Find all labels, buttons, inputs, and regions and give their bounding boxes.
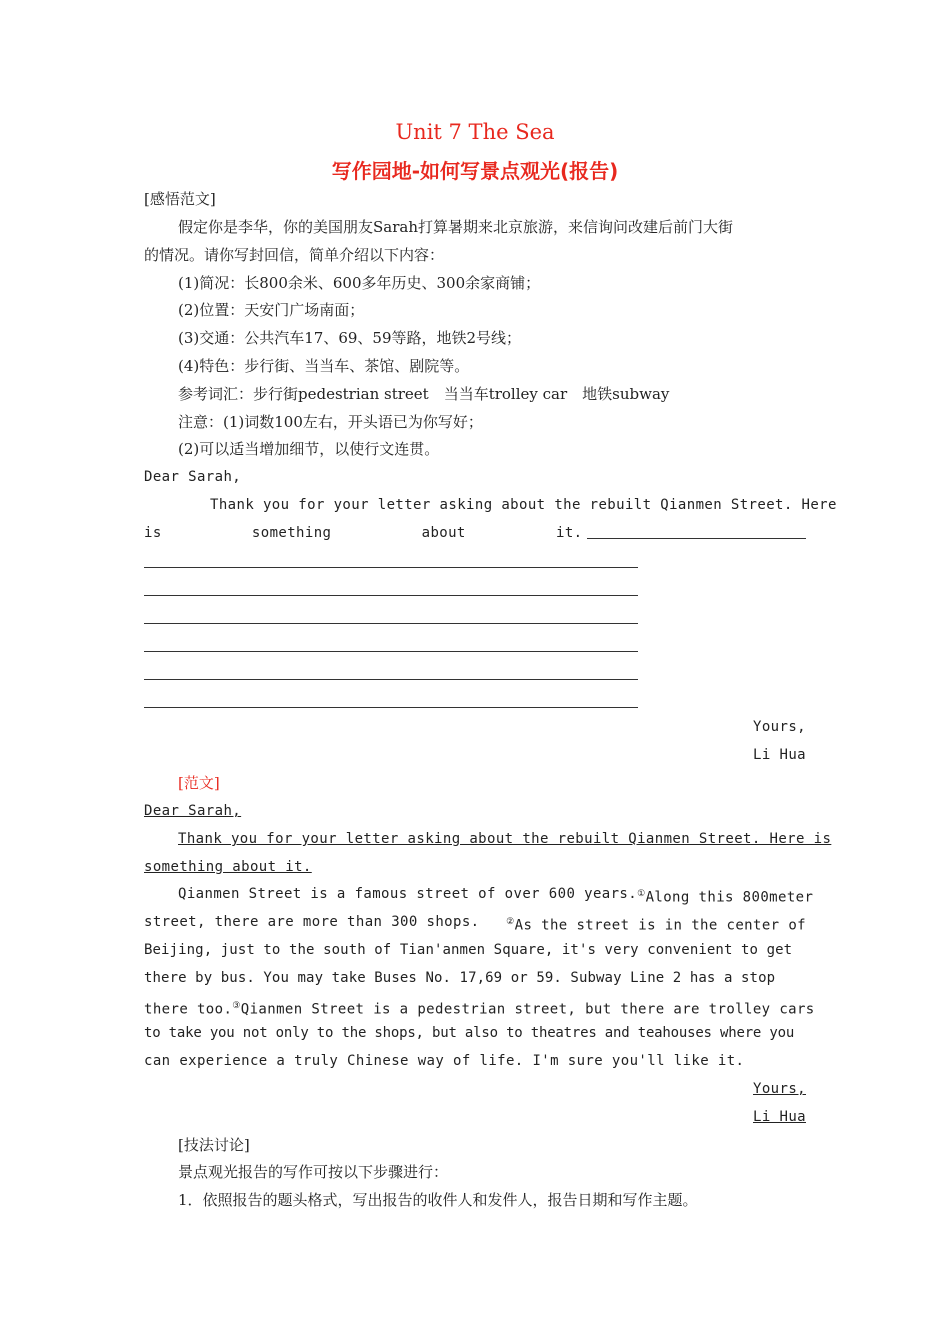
writing-line — [144, 623, 638, 624]
task-item-2: (2)位置：天安门广场南面； — [178, 301, 365, 319]
writing-line — [144, 651, 638, 652]
model-label: [范文] — [178, 774, 220, 792]
model-body-line: to take you not only to the shops, but also to theatres and teahouses where you — [144, 1025, 795, 1041]
discussion-step-1: 1．依照报告的题头格式，写出报告的收件人和发件人，报告日期和写作主题。 — [178, 1191, 698, 1209]
discussion-label: [技法讨论] — [178, 1136, 250, 1154]
writing-line — [144, 567, 638, 568]
marker-2: ② — [506, 917, 515, 927]
writing-line — [144, 707, 638, 708]
model-body-text: Qianmen Street is a pedestrian street, but there are trolley cars — [240, 1001, 815, 1018]
model-body-line: there by bus. You may take Buses No. 17,69 or 59. Subway Line 2 has a stop — [144, 970, 776, 986]
model-opening-text-1: Thank you for your letter asking about the rebuilt Qianmen Street. Here is — [178, 831, 832, 847]
marker-1: ① — [637, 889, 646, 899]
writing-blank-line — [587, 520, 807, 539]
model-body-text: Along this 800meter — [645, 889, 814, 906]
model-greeting-text: Dear Sarah, — [144, 803, 242, 819]
model-body-text — [637, 881, 813, 912]
model-signature-text: Li Hua — [753, 1109, 806, 1125]
model-greeting — [144, 798, 806, 826]
template-word-something: something — [251, 525, 332, 541]
marker-3: ③ — [232, 1001, 241, 1011]
model-body-line — [144, 909, 806, 940]
template-line-end — [556, 520, 806, 548]
model-opening-line-2 — [144, 854, 806, 882]
model-opening-text-2: something about it. — [144, 859, 312, 875]
model-body-line: can experience a truly Chinese way of life. I'm sure you'll like it. — [144, 1053, 745, 1069]
model-signature — [144, 1104, 806, 1132]
template-closing: Yours, — [753, 719, 806, 735]
template-opening-line-2 — [144, 520, 806, 548]
task-line-2: 的情况。请你写封回信，简单介绍以下内容： — [144, 246, 445, 264]
writing-line — [144, 679, 638, 680]
template-word-is: is — [144, 525, 162, 541]
unit-title: Unit 7 The Sea — [395, 120, 555, 144]
template-signature: Li Hua — [753, 747, 806, 763]
model-body-text: As the street is in the center of — [514, 917, 806, 934]
writing-line — [144, 595, 638, 596]
model-body-text: street, there are more than 300 shops. — [144, 914, 480, 930]
discussion-intro: 景点观光报告的写作可按以下步骤进行： — [178, 1163, 449, 1181]
template-word-about: about — [421, 525, 466, 541]
model-body-text: Qianmen Street is a famous street of over 600 years. — [178, 886, 638, 902]
task-note-1: 注意：(1)词数100左右，开头语已为你写好； — [178, 413, 483, 431]
model-body-text — [506, 909, 806, 940]
task-item-4: (4)特色：步行街、当当车、茶馆、剧院等。 — [178, 357, 470, 375]
model-closing-text: Yours, — [753, 1081, 806, 1097]
template-opening-line-1: Thank you for your letter asking about the rebuilt Qianmen Street. Here — [210, 497, 837, 513]
template-greeting: Dear Sarah, — [144, 469, 242, 485]
model-closing — [144, 1076, 806, 1104]
task-item-3: (3)交通：公共汽车17、69、59等路，地铁2号线； — [178, 329, 522, 347]
task-line-1: 假定你是李华，你的美国朋友Sarah打算暑期来北京旅游，来信询问改建后前门大街 — [178, 218, 733, 236]
section-label-ganwu: [感悟范文] — [144, 190, 216, 208]
model-body-line: Beijing, just to the south of Tian'anmen Square, it's very convenient to get — [144, 942, 793, 958]
task-vocab: 参考词汇：步行街pedestrian street 当当车trolley car 地铁subway — [178, 385, 670, 403]
model-body-text: there too. — [144, 1001, 233, 1018]
task-item-1: (1)简况：长800余米、600多年历史、300余家商铺； — [178, 274, 541, 292]
task-note-2: (2)可以适当增加细节，以使行文连贯。 — [178, 440, 440, 458]
template-word-it: it. — [556, 525, 583, 541]
model-opening-line-1 — [144, 826, 832, 854]
page-subtitle: 写作园地-如何写景点观光(报告) — [331, 159, 619, 183]
model-body-line — [144, 881, 814, 912]
